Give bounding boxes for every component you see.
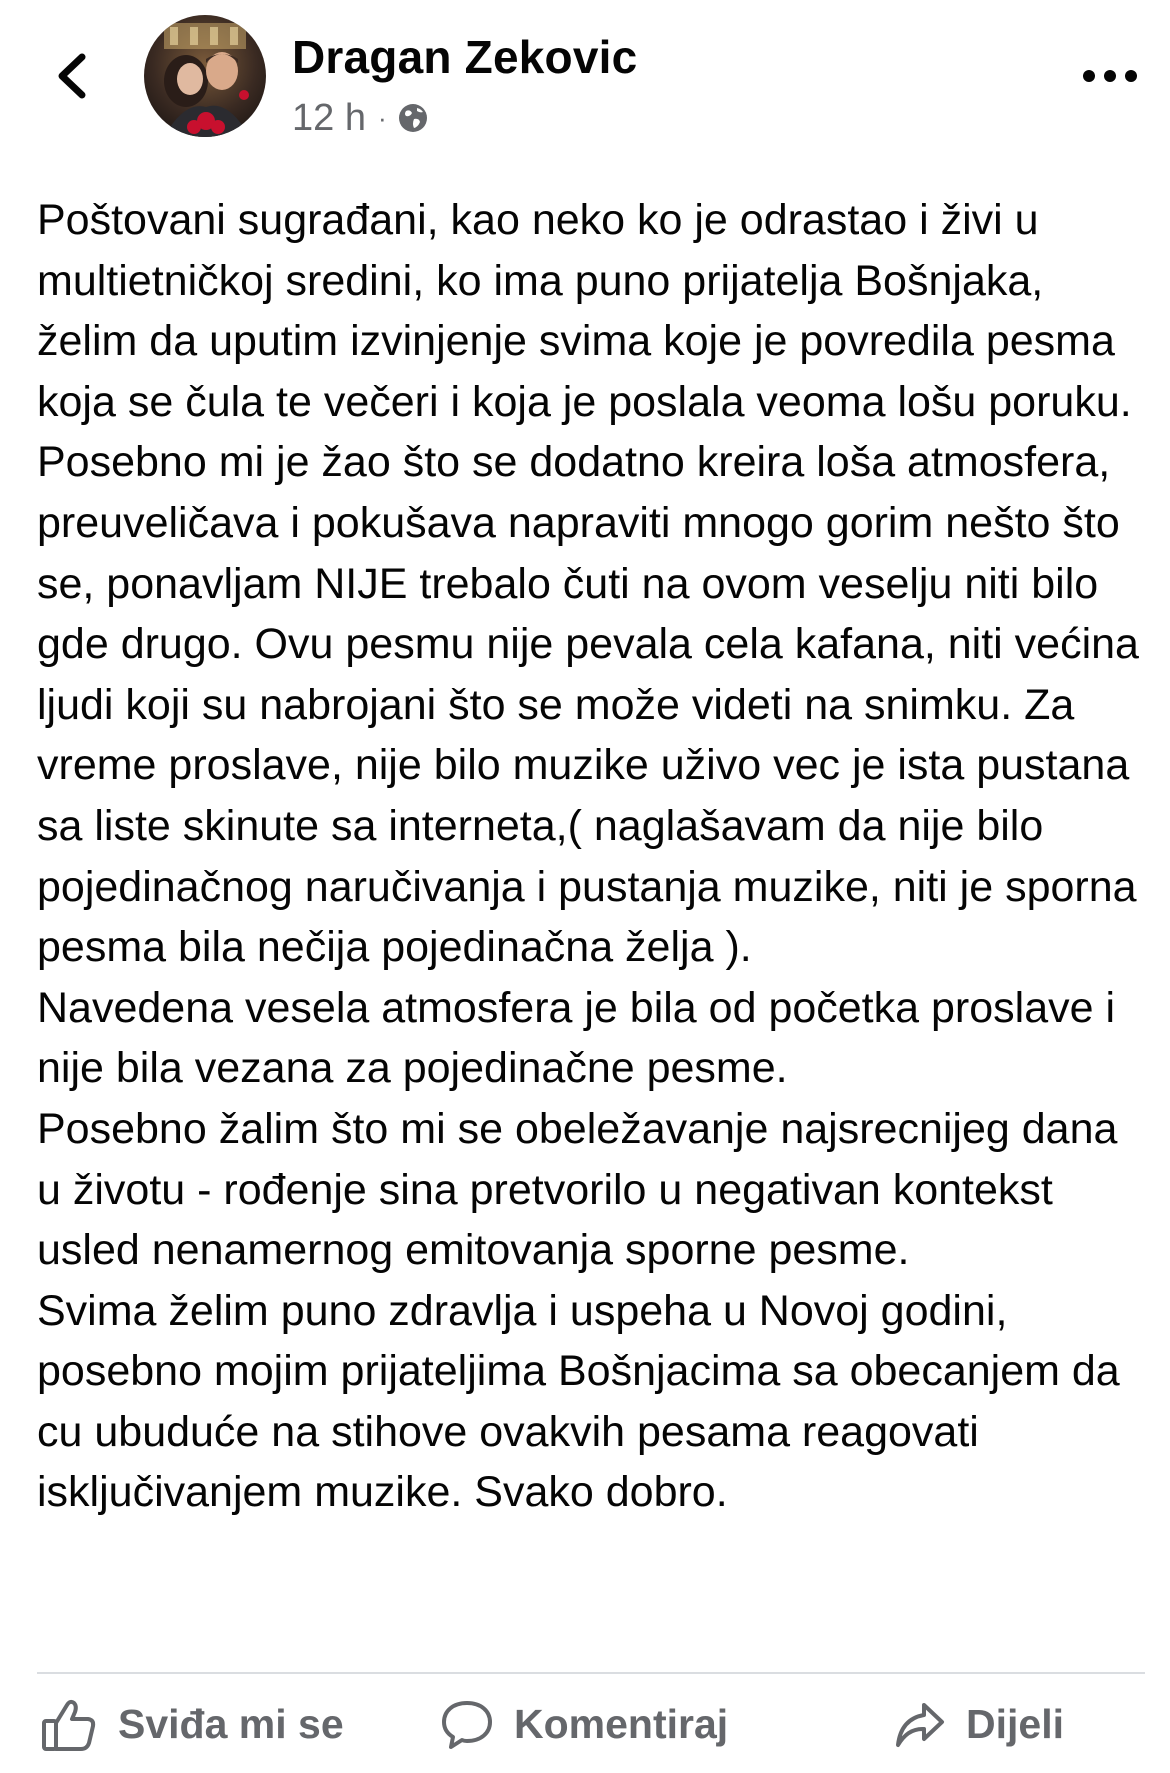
comment-bubble-icon	[440, 1699, 494, 1751]
chevron-left-icon	[54, 51, 90, 101]
comment-button[interactable]	[440, 1676, 728, 1773]
avatar-photo	[144, 15, 266, 137]
post-paragraph: Posebno žalim što mi se obeležavanje najsrecnijeg dana u životu - rođenje sina pretvorilo u negativan kontekst usled nenamernog emitovanja sporne pesme.	[37, 1104, 1118, 1275]
post-text	[37, 190, 1147, 1523]
post-paragraph: Navedena vesela atmosfera je bila od početka proslave i nije bila vezana za pojedinačne pesme.	[37, 983, 1116, 1093]
thumbs-up-icon	[40, 1697, 98, 1753]
author-name[interactable]: Dragan Zekovic	[292, 31, 638, 83]
actions-divider	[37, 1672, 1145, 1674]
post-meta	[292, 94, 429, 142]
post-paragraph: Poštovani sugrađani, kao neko ko je odrastao i živi u multietničkoj sredini, ko ima puno prijatelja Bošnjaka, želim da uputim izvinjenje svima koje je povredila pesma koja se čula te večeri i koja je poslala veoma lošu poruku. Posebno mi je žao što se dodatno kreira loša atmosfera, preuveličava i pokušava napraviti mnogo gorim nešto što se, ponavljam NIJE trebalo čuti na ovom veselju niti bilo gde drugo. Ovu pesmu nije pevala cela kafana, niti većina ljudi koji su nabrojani što se može videti na snimku. Za vreme proslave, nije bilo muzike uživo vec je ista pustana sa liste skinute sa interneta,( naglašavam da nije bilo pojedinačnog naručivanja i pustanja muzike, niti je sporna pesma bila nečija pojedinačna želja ).	[37, 196, 1139, 972]
post-header	[0, 0, 1170, 150]
globe-icon	[397, 102, 429, 134]
more-options-button[interactable]	[1070, 46, 1150, 106]
back-button[interactable]	[44, 40, 100, 112]
share-label: Dijeli	[966, 1701, 1064, 1747]
share-arrow-icon	[894, 1701, 946, 1749]
post-actions-bar	[0, 1676, 1170, 1773]
meta-separator: ·	[377, 102, 387, 133]
avatar[interactable]	[144, 15, 266, 137]
post-time[interactable]: 12 h	[292, 96, 366, 139]
like-button[interactable]	[40, 1676, 344, 1773]
comment-label: Komentiraj	[514, 1701, 729, 1747]
like-label: Sviđa mi se	[118, 1701, 344, 1747]
more-horizontal-icon	[1082, 69, 1138, 83]
post-paragraph: Svima želim puno zdravlja i uspeha u Novoj godini, posebno mojim prijateljima Bošnjacima sa obecanjem da cu ubuduće na stihove ovakvih pesama reagovati isključivanjem muzike. Svako dobro.	[37, 1286, 1120, 1517]
share-button[interactable]	[894, 1676, 1064, 1773]
